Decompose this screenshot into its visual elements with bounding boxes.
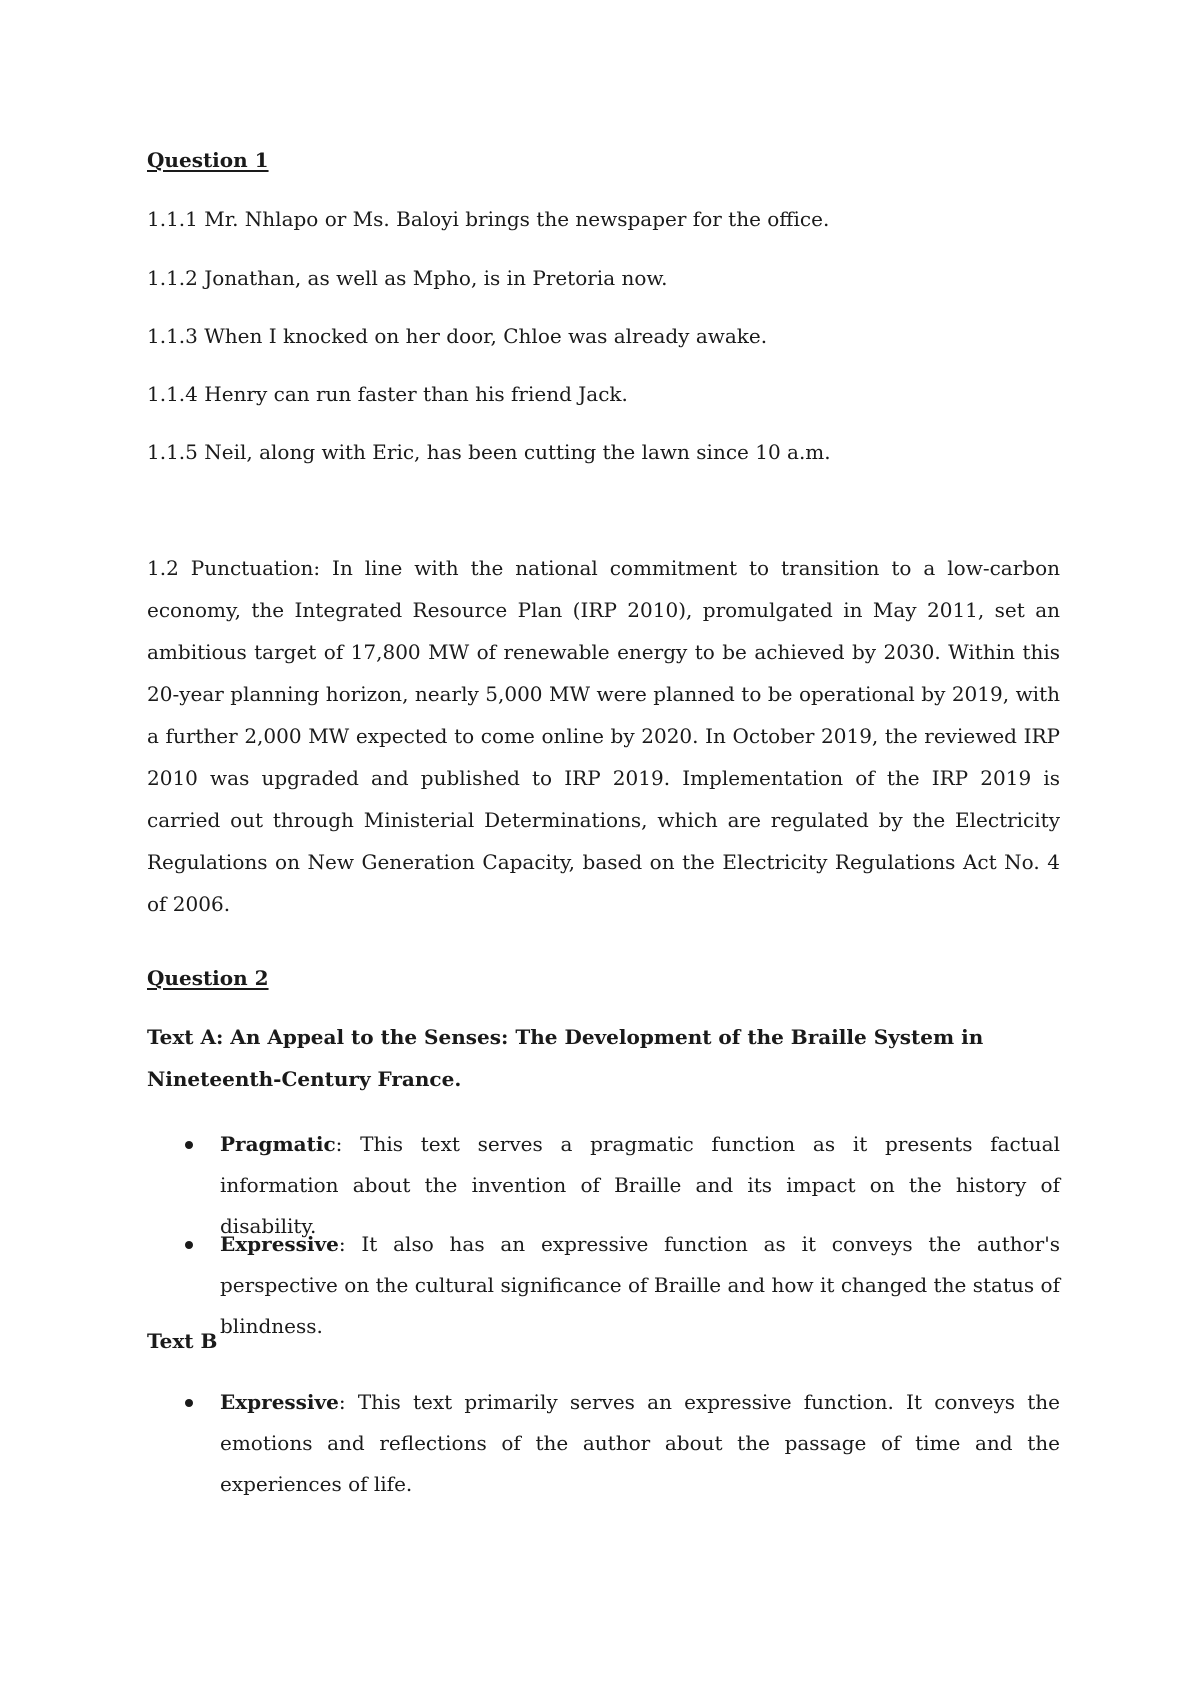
bullet-body: : This text serves a pragmatic function as it presents factual information about the invention of Braille and its impact on the history of disability.: [220, 1132, 1060, 1238]
bullet-term: Expressive: [220, 1390, 339, 1414]
question-2-heading: Question 2: [147, 966, 269, 990]
question-1-heading: Question 1: [147, 148, 269, 172]
bullet-body: : This text primarily serves an expressive function. It conveys the emotions and reflections of the author about the passage of time and the experiences of life.: [220, 1390, 1060, 1496]
punctuation-paragraph: 1.2 Punctuation: In line with the national commitment to transition to a low-carbon economy, the Integrated Resource Plan (IRP 2010), promulgated in May 2011, set an ambitious target of 17,800 MW of renewable energy to be achieved by 2030. Within this 20-year planning horizon, nearly 5,000 MW were planned to be operational by 2019, with a further 2,000 MW expected to come online by 2020. In October 2019, the reviewed IRP 2010 was upgraded and published to IRP 2019. Implementation of the IRP 2019 is carried out through Ministerial Determinations, which are regulated by the Electricity Regulations on New Generation Capacity, based on the Electricity Regulations Act No. 4 of 2006.: [147, 556, 1060, 916]
document-page: [147, 0, 1060, 1698]
bullet-term: Expressive: [220, 1232, 339, 1256]
bullet-term: Pragmatic: [220, 1132, 336, 1156]
answer-1-1-4: 1.1.4 Henry can run faster than his friend Jack.: [147, 382, 628, 406]
bullet-dot-icon: [185, 1141, 193, 1149]
text-b-bullet-expressive: [147, 1382, 1060, 1505]
bullet-dot-icon: [185, 1399, 193, 1407]
bullet-dot-icon: [185, 1241, 193, 1249]
bullet-text: [220, 1382, 1060, 1505]
text-a-title: Text A: An Appeal to the Senses: The Development of the Braille System in Nineteenth-Century France.: [147, 1025, 984, 1091]
answer-1-1-3: 1.1.3 When I knocked on her door, Chloe was already awake.: [147, 324, 768, 348]
answer-1-1-1: 1.1.1 Mr. Nhlapo or Ms. Baloyi brings the newspaper for the office.: [147, 207, 830, 231]
answer-1-1-5: 1.1.5 Neil, along with Eric, has been cutting the lawn since 10 a.m.: [147, 440, 831, 464]
answer-1-1-2: 1.1.2 Jonathan, as well as Mpho, is in Pretoria now.: [147, 266, 668, 290]
bullet-body: : It also has an expressive function as it conveys the author's perspective on the cultural significance of Braille and how it changed the status of blindness.: [220, 1232, 1060, 1338]
text-b-title: Text B: [147, 1329, 218, 1353]
